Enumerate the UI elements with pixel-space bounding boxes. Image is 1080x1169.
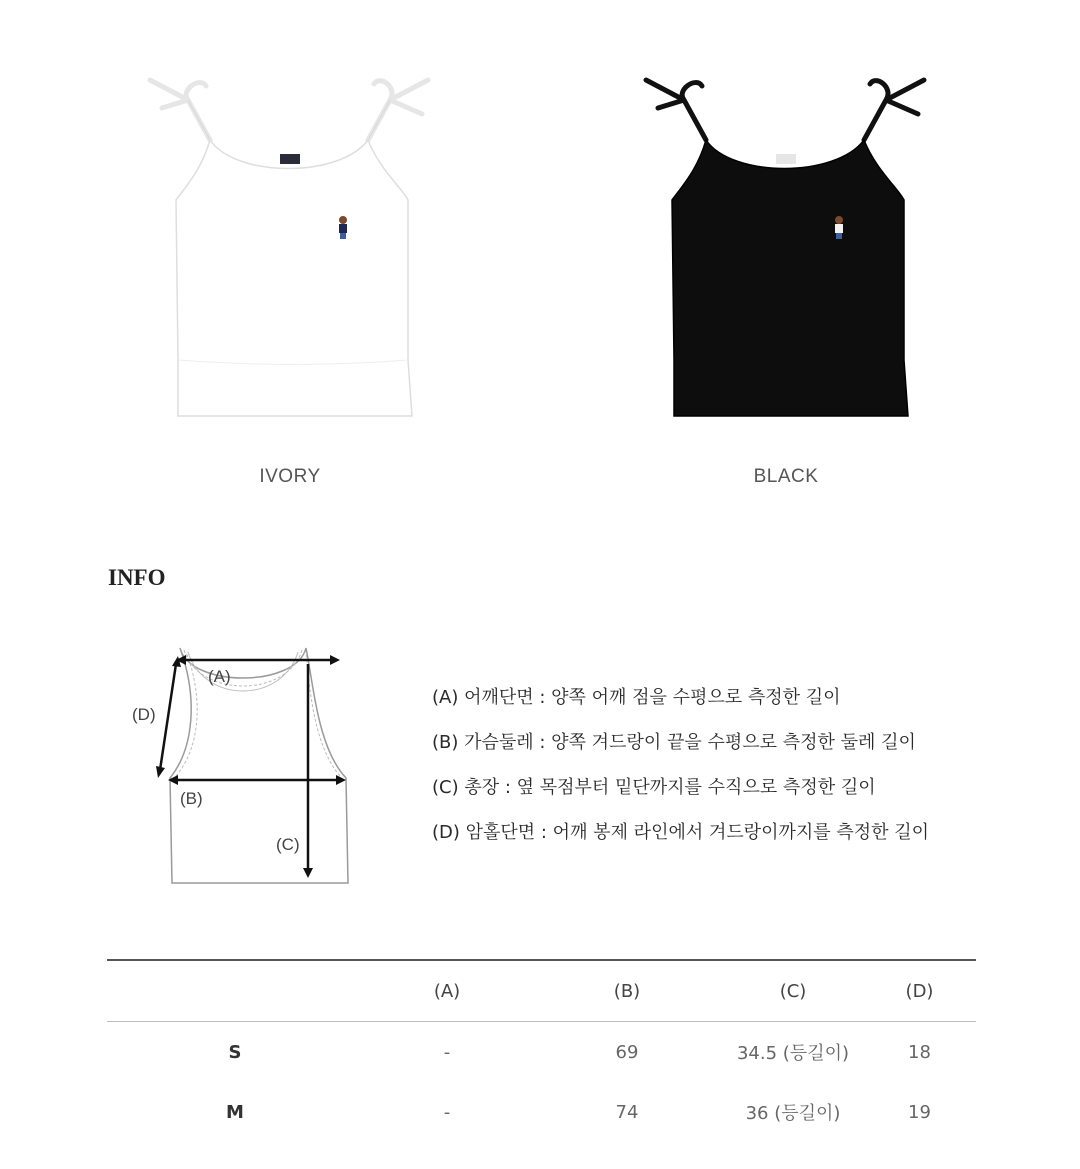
color-label-ivory: IVORY (259, 466, 321, 487)
cell-d: 18 (908, 1041, 931, 1063)
header-d: (D) (863, 960, 976, 1022)
label-c: (C) (276, 835, 300, 854)
label-d: (D) (132, 705, 156, 724)
label-b: (B) (180, 789, 203, 808)
header-c: (C) (723, 960, 863, 1022)
label-a: (A) (208, 667, 231, 686)
table-row (107, 1022, 976, 1083)
measurement-descriptions (432, 682, 929, 862)
size-cell: M (226, 1101, 244, 1123)
cell-b: 74 (615, 1101, 639, 1123)
cell-c: 36 (등길이) (745, 1103, 841, 1124)
cell-a: - (443, 1041, 451, 1063)
product-image-ivory (140, 60, 440, 430)
description-c: (C) 총장 : 옆 목점부터 밑단까지를 수직으로 측정한 길이 (432, 777, 876, 798)
cell-d: 19 (908, 1101, 931, 1123)
size-cell: S (228, 1041, 242, 1063)
header-size (107, 960, 363, 1022)
description-b: (B) 가슴둘레 : 양쪽 겨드랑이 끝을 수평으로 측정한 둘레 길이 (432, 732, 916, 753)
size-table (107, 959, 976, 1142)
product-image-black (636, 60, 936, 430)
table-row (107, 1082, 976, 1142)
table-header-row (107, 960, 976, 1022)
measurement-diagram (128, 628, 368, 898)
cell-a: - (443, 1101, 451, 1123)
cell-c: 34.5 (등길이) (736, 1043, 849, 1064)
cell-b: 69 (615, 1041, 639, 1063)
header-b: (B) (531, 960, 723, 1022)
header-a: (A) (363, 960, 531, 1022)
description-d: (D) 암홀단면 : 어깨 봉제 라인에서 겨드랑이까지를 측정한 길이 (432, 822, 930, 843)
description-a: (A) 어깨단면 : 양쪽 어깨 점을 수평으로 측정한 길이 (432, 687, 841, 708)
info-title: INFO (108, 565, 166, 590)
color-label-black: BLACK (753, 466, 819, 487)
